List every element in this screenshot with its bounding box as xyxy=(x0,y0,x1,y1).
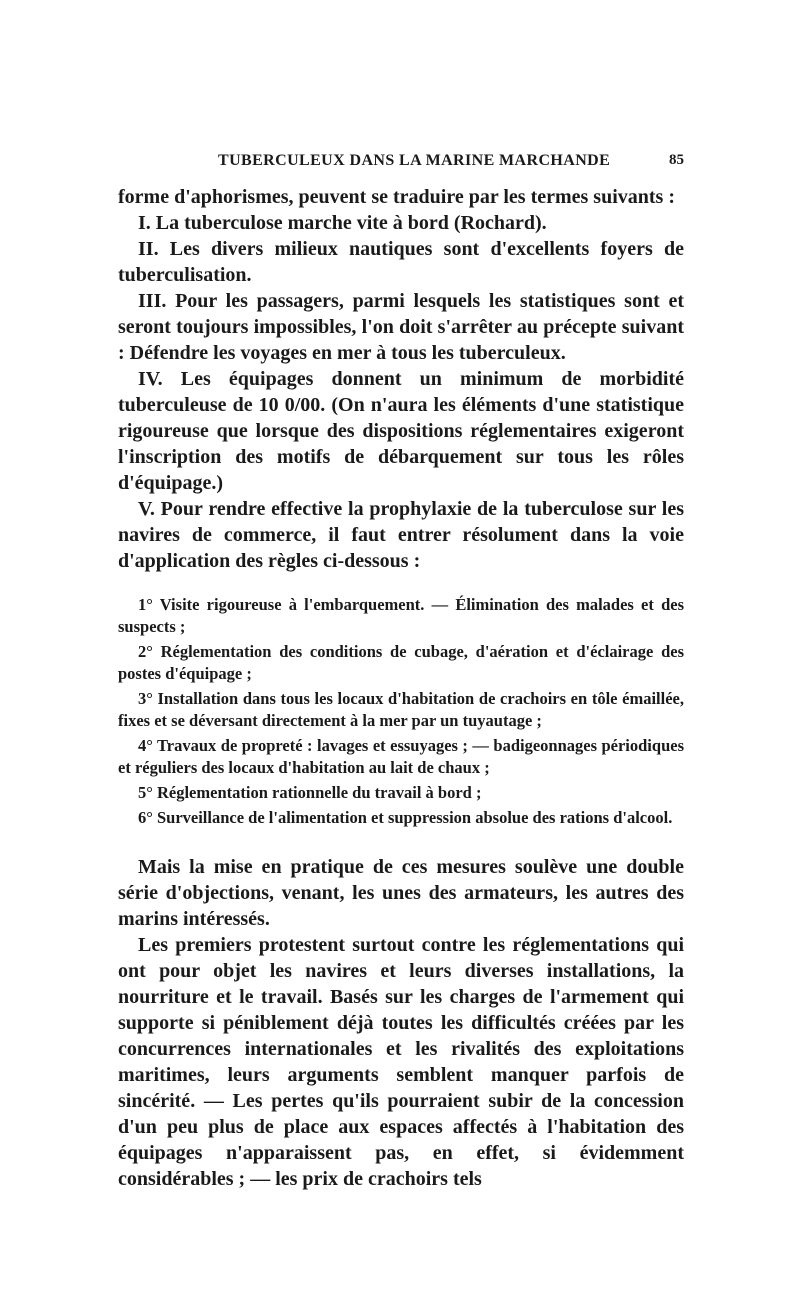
page-body xyxy=(118,184,684,1192)
running-header xyxy=(118,152,684,176)
rule-item: 3° Installation dans tous les locaux d'habitation de crachoirs en tôle émaillée, fixes et se déversant directement à la mer par un tuyautage ; xyxy=(118,689,684,730)
point-v: V. Pour rendre effective la prophylaxie de la tuberculose sur les navires de commerce, il faut entrer résolument dans la voie d'application des règles ci-dessous : xyxy=(118,498,684,572)
rules-list xyxy=(118,594,684,829)
point-i: I. La tuberculose marche vite à bord (Rochard). xyxy=(138,212,547,234)
rule-item: 2° Réglementation des conditions de cubage, d'aération et d'éclairage des postes d'équipage ; xyxy=(118,642,684,683)
closing-paragraph: Mais la mise en pratique de ces mesures soulève une double série d'objections, venant, les unes des armateurs, les autres des marins intéressés. xyxy=(118,856,684,930)
intro-paragraph: forme d'aphorismes, peuvent se traduire par les termes suivants : xyxy=(118,186,675,208)
spacer xyxy=(118,574,684,594)
closing-paragraph: Les premiers protestent surtout contre les réglementations qui ont pour objet les navires et leurs diverses installations, la nourriture et le travail. Basés sur les charges de l'armement qui supporte si péniblement déjà toutes les difficultés créées par les concurrences internationales et les rivalités des exploitations maritimes, leurs arguments semblent manquer parfois de sincérité. — Les pertes qu'ils pourraient subir de la concession d'un peu plus de place aux espaces affectés à l'habitation des équipages n'apparaissent pas, en effet, si évidemment considérables ; — les prix de crachoirs tels xyxy=(118,934,684,1190)
point-iv: IV. Les équipages donnent un minimum de morbidité tuberculeuse de 10 0/00. (On n'aura les éléments d'une statistique rigoureuse que lorsque des dispositions réglementaires exigeront l'inscription des motifs de débarquement sur tous les rôles d'équipage.) xyxy=(118,368,684,494)
spacer xyxy=(118,832,684,854)
rule-item: 4° Travaux de propreté : lavages et essuyages ; — badigeonnages périodiques et réguliers des locaux d'habitation au lait de chaux ; xyxy=(118,736,684,777)
rule-item: 1° Visite rigoureuse à l'embarquement. — Élimination des malades et des suspects ; xyxy=(118,595,684,636)
point-ii: II. Les divers milieux nautiques sont d'excellents foyers de tuberculisation. xyxy=(118,238,684,286)
point-iii: III. Pour les passagers, parmi lesquels les statistiques sont et seront toujours impossibles, l'on doit s'arrêter au précepte suivant : Défendre les voyages en mer à tous les tuberculeux. xyxy=(118,290,684,364)
page-number: 85 xyxy=(669,152,684,168)
rule-item: 6° Surveillance de l'alimentation et suppression absolue des rations d'alcool. xyxy=(138,808,673,827)
rule-item: 5° Réglementation rationnelle du travail à bord ; xyxy=(138,783,482,802)
running-title: TUBERCULEUX DANS LA MARINE MARCHANDE xyxy=(218,152,611,169)
